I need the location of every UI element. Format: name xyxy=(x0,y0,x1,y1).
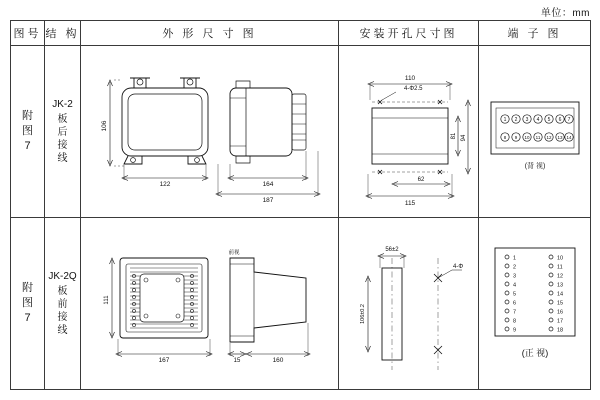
header-outline-drawing: 外 形 尺 寸 图 xyxy=(81,21,339,46)
header-figure-no: 图号 xyxy=(11,21,45,46)
terminal-number: 1 xyxy=(503,116,506,123)
terminal-number: 14 xyxy=(565,134,572,140)
dim-small: 62 xyxy=(417,176,424,183)
figure-no-char: 7 xyxy=(24,140,31,152)
terminal-drawing-jk2q xyxy=(481,236,589,372)
dim-width-bottom: 167 xyxy=(158,356,169,364)
terminal-number: 7 xyxy=(567,116,570,123)
dim-inner-height: 81 xyxy=(450,132,457,139)
terminal-number: 10 xyxy=(556,255,563,261)
terminal-number: 11 xyxy=(535,134,540,140)
structure-cell-2 xyxy=(45,218,81,390)
terminal-number: 13 xyxy=(556,134,563,140)
table-row xyxy=(11,46,591,218)
terminal-number: 6 xyxy=(512,300,516,306)
terminal-number: 18 xyxy=(556,327,563,333)
header-structure: 结 构 xyxy=(45,21,81,46)
terminal-number: 9 xyxy=(512,327,516,333)
terminal-number: 5 xyxy=(547,116,550,123)
terminal-number: 3 xyxy=(512,273,516,279)
terminal-number: 13 xyxy=(556,282,563,288)
dimension-table xyxy=(10,20,591,390)
dim-side: 106±0.2 xyxy=(359,303,366,324)
terminal-number: 3 xyxy=(525,116,528,123)
terminal-number: 6 xyxy=(558,116,561,123)
dim-total-width: 187 xyxy=(262,196,273,204)
outline-drawing-jk2 xyxy=(84,52,336,212)
header-terminal-drawing: 端 子 图 xyxy=(479,21,591,46)
table-row xyxy=(11,218,591,390)
figure-no-char: 7 xyxy=(24,312,31,324)
dim-top: 110 xyxy=(404,74,415,82)
mounting-drawing-cell-1 xyxy=(339,46,479,218)
outline-drawing-jk2q xyxy=(84,224,336,384)
dim-hole: 4-Φ xyxy=(452,263,463,270)
outline-drawing-cell-1 xyxy=(81,46,339,218)
terminal-number: 2 xyxy=(512,264,516,270)
terminal-number: 4 xyxy=(536,116,539,123)
dim-height-left: 111 xyxy=(103,294,110,305)
terminal-number: 1 xyxy=(512,255,516,261)
dim-right-width: 164 xyxy=(262,180,273,188)
structure-char: 板 xyxy=(57,286,68,297)
figure-no-char: 图 xyxy=(22,297,33,309)
terminal-number: 4 xyxy=(512,282,516,288)
terminal-number: 10 xyxy=(523,134,530,140)
terminal-drawing-cell-2 xyxy=(479,218,591,390)
structure-char: 板 xyxy=(57,114,68,125)
structure-model: JK-2 xyxy=(52,99,73,110)
terminal-drawing-cell-1 xyxy=(479,46,591,218)
terminal-caption: (正 视) xyxy=(521,347,548,358)
dim-holes: 4-Φ2.5 xyxy=(403,85,422,92)
dim-top: 56±2 xyxy=(384,246,399,253)
terminal-number: 9 xyxy=(514,134,517,140)
structure-char: 接 xyxy=(57,312,68,323)
header-mounting-drawing: 安装开孔尺寸图 xyxy=(339,21,479,46)
structure-cell-1 xyxy=(45,46,81,218)
terminal-number: 7 xyxy=(512,309,516,315)
figure-no-char: 图 xyxy=(22,125,33,137)
structure-char: 线 xyxy=(57,325,68,336)
dim-height-left: 106 xyxy=(100,120,108,131)
figure-no-char: 附 xyxy=(22,282,33,294)
outline-drawing-cell-2 xyxy=(81,218,339,390)
figure-no-char: 附 xyxy=(22,110,33,122)
terminal-caption: (背 视) xyxy=(524,162,545,170)
terminal-number: 2 xyxy=(514,116,517,123)
structure-char: 后 xyxy=(57,127,68,138)
terminal-number: 5 xyxy=(512,291,516,297)
figure-no-cell-1 xyxy=(11,46,45,218)
structure-model: JK-2Q xyxy=(48,271,77,282)
structure-char: 线 xyxy=(57,153,68,164)
unit-note: 单位：mm xyxy=(540,8,590,19)
dim-width-bottom: 122 xyxy=(159,180,170,188)
terminal-number: 15 xyxy=(556,300,563,306)
terminal-number: 14 xyxy=(556,291,563,297)
terminal-number: 8 xyxy=(503,134,506,140)
terminal-number: 12 xyxy=(556,273,563,279)
mounting-drawing-jk2q xyxy=(342,228,476,380)
dim-outer-height: 94 xyxy=(460,134,467,141)
mounting-drawing-cell-2 xyxy=(339,218,479,390)
dim-right-width: 160 xyxy=(272,356,283,364)
terminal-drawing-jk2 xyxy=(481,72,589,192)
table-header-row xyxy=(11,21,591,46)
terminal-number: 17 xyxy=(556,318,563,324)
structure-char: 前 xyxy=(57,299,68,310)
mounting-drawing-jk2 xyxy=(342,56,476,208)
terminal-number: 8 xyxy=(512,318,516,324)
label-front-view: 前视 xyxy=(227,249,240,256)
dim-bottom: 115 xyxy=(404,199,415,207)
terminal-number: 12 xyxy=(545,134,552,140)
terminal-number: 11 xyxy=(556,264,563,270)
figure-no-cell-2 xyxy=(11,218,45,390)
dim-gap: 15 xyxy=(233,357,240,364)
terminal-number: 16 xyxy=(556,309,563,315)
structure-char: 接 xyxy=(57,140,68,151)
